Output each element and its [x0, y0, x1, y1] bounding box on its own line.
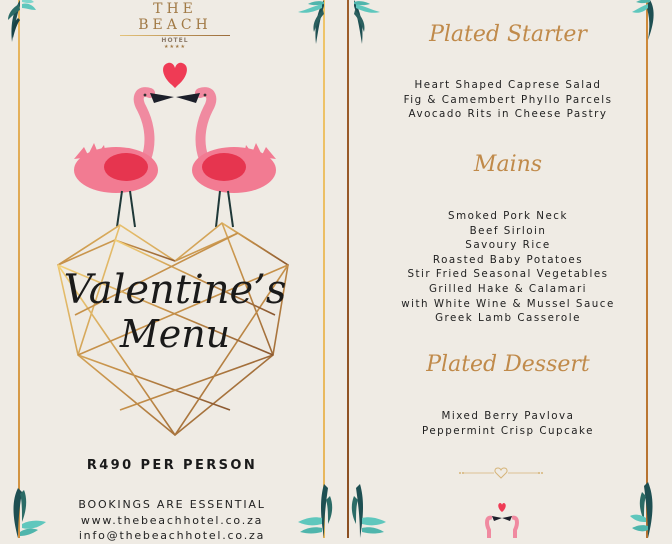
mains-items	[344, 209, 672, 326]
menu-item: with White Wine & Mussel Sauce	[401, 297, 615, 310]
menu-item: Roasted Baby Potatoes	[432, 253, 584, 266]
small-flamingo-pair-icon	[480, 498, 524, 538]
flamingo-right-icon	[176, 92, 276, 227]
price-label: R490 PER PERSON	[86, 458, 258, 473]
menu-title-line1: Valentine’s	[63, 267, 287, 313]
flamingo-left-icon	[74, 92, 174, 227]
menu-item: Greek Lamb Casserole	[435, 312, 581, 325]
menu-item: Mixed Berry Pavlova	[441, 410, 575, 422]
logo-subtitle: HOTEL	[161, 37, 189, 44]
menu-item: Peppermint Crisp Cupcake	[422, 424, 594, 437]
section-title-mains: Mains	[473, 152, 543, 177]
website-link[interactable]: www.thebeachhotel.co.za	[80, 513, 264, 527]
menu-item: Heart Shaped Caprese Salad	[414, 79, 602, 91]
heart-icon	[163, 63, 187, 88]
menu-item: Fig & Camembert Phyllo Parcels	[403, 93, 613, 106]
menu-title-line2: Menu	[119, 312, 231, 356]
contact-info	[20, 497, 324, 544]
bookings-note: BOOKINGS ARE ESSENTIAL	[78, 498, 266, 511]
menu-title	[60, 268, 290, 356]
heart-outline-icon	[495, 468, 507, 478]
logo-stars: ★★★★	[164, 44, 186, 50]
menu-item: Avocado Rits in Cheese Pastry	[408, 108, 608, 121]
starter-items	[344, 78, 672, 122]
logo-rule	[120, 35, 230, 36]
logo-title: THE BEACH	[138, 1, 212, 33]
menu-item: Smoked Pork Neck	[448, 210, 568, 222]
menu-item: Beef Sirloin	[469, 224, 547, 237]
ornamental-divider	[458, 466, 544, 480]
section-title-dessert: Plated Dessert	[426, 352, 590, 377]
hotel-logo	[118, 0, 232, 50]
menu-panel	[344, 0, 672, 538]
flamingo-heart-illustration	[50, 55, 300, 440]
menu-item: Stir Fried Seasonal Vegetables	[407, 268, 609, 281]
section-title-starter: Plated Starter	[429, 22, 587, 47]
menu-item: Grilled Hake & Calamari	[428, 282, 588, 295]
menu-item: Savoury Rice	[465, 239, 551, 252]
email-link[interactable]: info@thebeachhotel.co.za	[78, 529, 266, 542]
dessert-items	[344, 409, 672, 438]
